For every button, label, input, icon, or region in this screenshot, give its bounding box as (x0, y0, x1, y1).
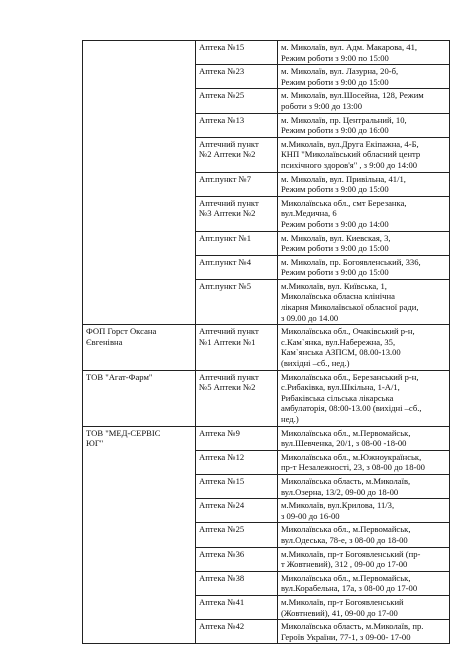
table-row (83, 325, 450, 370)
pharmacy-table-body (83, 41, 450, 644)
pharmacy-cell: Аптечний пункт №3 Аптеки №2 (196, 196, 278, 231)
pharmacy-cell: Апт.пункт №5 (196, 279, 278, 324)
pharmacy-cell: Аптека №25 (196, 523, 278, 547)
pharmacy-table (82, 40, 450, 644)
address-cell: м.Миколаїв, пр-т Богоявленський (пр- т Жовтневий), 312 , 09-00 до 17-00 (278, 547, 450, 571)
address-cell: м.Миколаїв, вул.Друга Екіпажна, 4-Б, КНП "Миколаївський обласний центр психічного здоров'я" , з 9:00 до 14:00 (278, 137, 450, 172)
address-cell: м. Миколаїв, вул. Лазурна, 20-б, Режим роботи з 9:00 до 15:00 (278, 65, 450, 89)
address-cell: м. Миколаїв, вул. Киевская, 3, Режим роботи з 9:00 до 15:00 (278, 231, 450, 255)
address-cell: м. Миколаїв, вул.Шосейна, 128, Режим роботи з 9:00 до 13:00 (278, 89, 450, 113)
pharmacy-cell: Аптечний пункт №1 Аптеки №1 (196, 325, 278, 370)
address-cell: м. Миколаїв, вул. Привільна, 41/1, Режим роботи з 9:00 до 15:00 (278, 172, 450, 196)
pharmacy-cell: Аптека №12 (196, 450, 278, 474)
pharmacy-cell: Апт.пункт №1 (196, 231, 278, 255)
pharmacy-cell: Апт.пункт №7 (196, 172, 278, 196)
table-row (83, 41, 450, 65)
address-cell: Миколаївська обл., смт Березанка, вул.Медична, 6 Режим роботи з 9:00 до 14:00 (278, 196, 450, 231)
address-cell: Миколаївська обл., м.Южноукраїнськ, пр-т Незалежності, 23, з 08-00 до 18-00 (278, 450, 450, 474)
address-cell: м. Миколаїв, пр. Богоявленський, 336, Режим роботи з 9:00 до 15:00 (278, 255, 450, 279)
address-cell: Миколаївська обл., м.Первомайськ, вул.Шевченка, 20/1, з 08-00 -18-00 (278, 426, 450, 450)
pharmacy-cell: Аптека №41 (196, 595, 278, 619)
company-cell: ТОВ "МЕД-СЕРВІС ЮГ" (83, 426, 196, 644)
address-cell: Миколаївська область, м.Миколаїв, пр. Героїв України, 77-1, з 09-00- 17-00 (278, 620, 450, 644)
address-cell: м. Миколаїв, пр. Центральний, 10, Режим роботи з 9:00 до 16:00 (278, 113, 450, 137)
pharmacy-cell: Аптека №24 (196, 499, 278, 523)
address-cell: Миколаївська обл., Очаківський р-н, с.Кам`янка, вул.Набережна, 35, Кам`янська АЗПСМ, 08.00-13.00 (вихідні –сб., нед.) (278, 325, 450, 370)
pharmacy-cell: Аптека №23 (196, 65, 278, 89)
pharmacy-cell: Аптека №9 (196, 426, 278, 450)
pharmacy-cell: Апт.пункт №4 (196, 255, 278, 279)
table-row (83, 426, 450, 450)
address-cell: м.Миколаїв, вул. Київська, 1, Миколаївська обласна клінічна лікарня Миколаївської обласної ради, з 09.00 до 14.00 (278, 279, 450, 324)
company-cell: ФОП Горст Оксана Євгенівна (83, 325, 196, 370)
address-cell: м.Миколаїв, вул.Крилова, 11/3, з 09-00 до 16-00 (278, 499, 450, 523)
pharmacy-cell: Аптека №38 (196, 571, 278, 595)
pharmacy-cell: Аптека №13 (196, 113, 278, 137)
address-cell: Миколаївська обл., м.Первомайськ, вул.Корабельна, 17а, з 08-00 до 17-00 (278, 571, 450, 595)
pharmacy-cell: Аптека №15 (196, 474, 278, 498)
company-cell (83, 41, 196, 325)
pharmacy-cell: Аптечний пункт №5 Аптеки №2 (196, 370, 278, 426)
address-cell: м.Миколаїв, пр-т Богоявленський (Жовтневий), 41, 09-00 до 17-00 (278, 595, 450, 619)
table-row (83, 370, 450, 426)
company-cell: ТОВ "Агат-Фарм" (83, 370, 196, 426)
address-cell: Миколаївська обл., м.Первомайськ, вул.Одеська, 78-е, з 08-00 до 18-00 (278, 523, 450, 547)
address-cell: Миколаївська обл., Березанський р-н, с.Рибаківка, вул.Шкільна, 1-А/1, Рибаківська сільська лікарська амбулаторія, 08:00-13.00 (вихідні –сб., нед.) (278, 370, 450, 426)
pharmacy-cell: Аптека №42 (196, 620, 278, 644)
address-cell: м. Миколаїв, вул. Адм. Макарова, 41, Режим роботи з 9:00 по 15:00 (278, 41, 450, 65)
pharmacy-cell: Аптека №15 (196, 41, 278, 65)
pharmacy-cell: Аптека №25 (196, 89, 278, 113)
pharmacy-cell: Аптека №36 (196, 547, 278, 571)
pharmacy-cell: Аптечний пункт №2 Аптеки №2 (196, 137, 278, 172)
address-cell: Миколаївська область, м.Миколаїв, вул.Озерна, 13/2, 09-00 до 18-00 (278, 474, 450, 498)
